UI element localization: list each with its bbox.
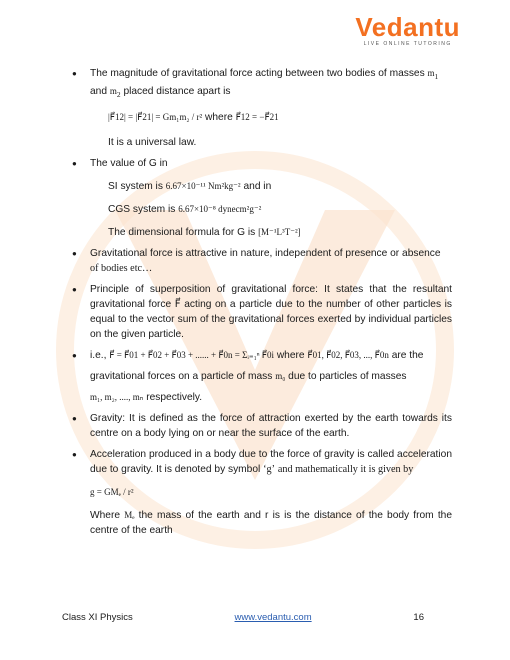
formula-line [90,110,452,125]
bullet-acceleration: ● Acceleration produced in a body due to the force of gravity is called acceleration due to gravity. It is denoted by symbol ‘g’ and mathematically it is given by g = GMₑ / r² Where Mₑ the mass of the earth and r is is the distance of the body from the centre of the earth [72,447,452,538]
bullet-value-of-g [72,156,452,240]
text: placed distance apart is [123,85,231,97]
bullet-gravity: ● Gravity: It is defined as the force of attraction exerted by the earth towards its centre on a body lying on or near the surface of the earth. [72,411,452,441]
bullet-gravitational-force [72,66,452,150]
relation-formula: F⃗12 = −F⃗21 [235,111,279,122]
text: The magnitude of gravitational force acting between two bodies of masses [90,68,425,79]
si-line: SI system is 6.67×10⁻¹¹ Nm²kg⁻² and in [108,180,272,192]
cgs-value: 6.67×10⁻⁸ dynecm²g⁻² [178,203,262,214]
footer-class: Class XI Physics [62,612,133,623]
m2: $m_2$ [109,85,121,99]
terms: F⃗01, F⃗02, F⃗03, ..., F⃗0n [307,349,389,360]
page-number: 16 [413,612,424,623]
logo-tagline: LIVE ONLINE TUTORING [363,41,452,47]
vedantu-logo[interactable] [355,12,460,47]
dimension-line: The dimensional formula for G is [M⁻¹L³T⁻²] [108,226,301,238]
bullet-superposition: ● Principle of superposition of gravitational force: It states that the resultant gravitational force F⃗ acting on a particle due to the number of other particles is equal to the vector sum of the gravitational forces exerted by individual particles on the given particle. [72,282,452,342]
cgs-line: CGS system is 6.67×10⁻⁸ dynecm²g⁻² [108,203,262,215]
text: The value of G in [90,157,168,169]
footer-link[interactable]: www.vedantu.com [234,612,312,623]
text: and [90,85,107,97]
page-content [72,66,452,544]
m1: $m_1$ [427,68,439,81]
text: where [205,111,233,123]
bullet-attractive: ● Gravitational force is attractive in nature, independent of presence or absence of bodies etc… [72,246,452,276]
g-formula: g = GMₑ / r² [90,486,134,497]
dimension-value: [M⁻¹L³T⁻²] [258,226,301,237]
universal-law: It is a universal law. [108,136,197,148]
line2: gravitational forces on a particle of mass m₀ due to particles of masses [90,370,407,382]
line3: m₁, m₂, ...., mₙ respectively. [90,391,203,403]
logo-text: Vedantu [355,12,460,42]
newton-formula: |F⃗12| = |F⃗21| = Gm₁m₂ / r² [108,111,203,122]
si-value: 6.67×10⁻¹¹ Nm²kg⁻² [165,180,241,191]
sum-formula: F⃗ = F⃗01 + F⃗02 + F⃗03 + ...... + F⃗0n = Σᵢ₌₁ⁿ F⃗0i [109,349,274,360]
bullet-ie: ● i.e., F⃗ = F⃗01 + F⃗02 + F⃗03 + ...... + F⃗0n = Σᵢ₌₁ⁿ F⃗0i where F⃗01, F⃗02, F⃗03, ..., F⃗0n are the gravitational forces on a particle of mass m₀ due to particles of masses m₁, m₂, ...., mₙ respectively. [72,348,452,405]
page-footer [62,612,424,623]
